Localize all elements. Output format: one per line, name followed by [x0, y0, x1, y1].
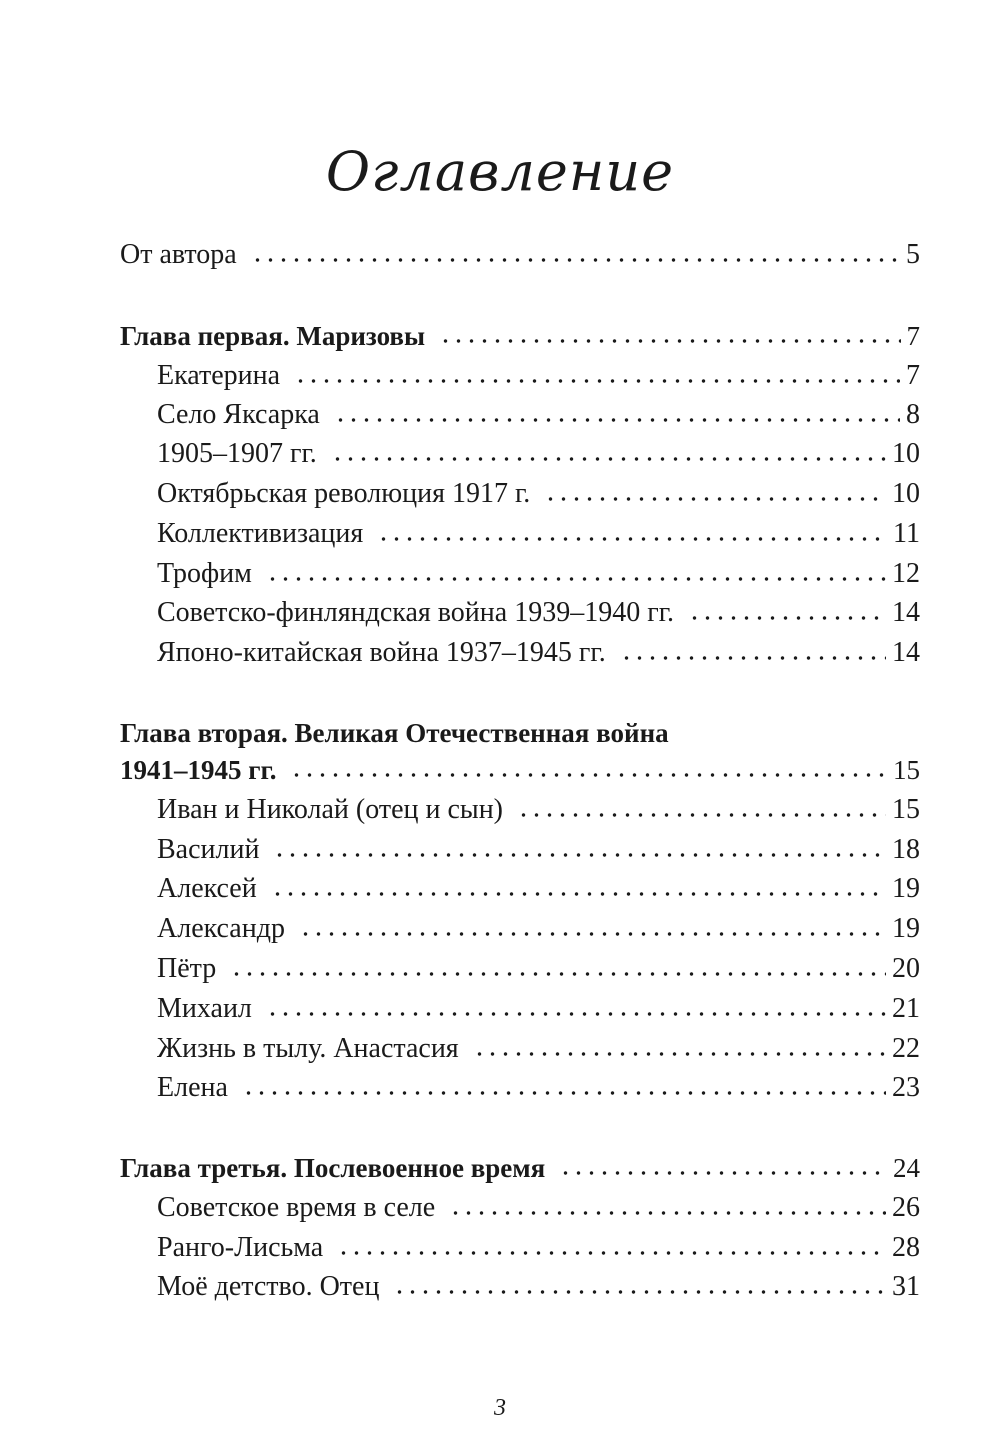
toc-entry-page: 19	[892, 873, 920, 904]
dot-leader	[299, 932, 886, 936]
dot-leader	[290, 773, 887, 777]
toc-entry-label: Александр	[157, 913, 285, 944]
toc-entry-label: Коллективизация	[157, 518, 364, 549]
toc-entry-page: 31	[892, 1271, 920, 1302]
toc-entry-label: Жизнь в тылу. Анастасия	[157, 1033, 459, 1064]
toc-entry	[157, 434, 920, 474]
toc-entry-label: Село Яксарка	[157, 399, 320, 430]
toc-entry-page: 24	[893, 1152, 920, 1183]
page-number: 3	[494, 1395, 506, 1421]
toc-entry-label: Советское время в селе	[157, 1192, 436, 1223]
toc-entry-page: 21	[892, 993, 920, 1024]
dot-leader	[544, 497, 886, 501]
toc-entry-page: 18	[892, 834, 920, 865]
toc-entry-label: От автора	[120, 239, 237, 270]
toc-entry-page: 20	[892, 953, 920, 984]
dot-leader	[377, 537, 887, 541]
toc-entry	[157, 1228, 920, 1268]
toc-entry-label: Пётр	[157, 953, 217, 984]
dot-leader	[271, 892, 886, 896]
toc-entry	[157, 869, 920, 909]
toc-entry-page: 26	[892, 1192, 920, 1223]
dot-leader	[688, 616, 886, 620]
toc-entry-page: 8	[906, 399, 920, 430]
toc-entry-page: 22	[892, 1033, 920, 1064]
dot-leader	[266, 577, 886, 581]
toc-entry-label: Михаил	[157, 993, 252, 1024]
toc-entry	[157, 989, 920, 1029]
toc-entry-label: Елена	[157, 1072, 228, 1103]
dot-leader	[273, 853, 886, 857]
toc-entry	[157, 514, 920, 554]
toc-entry	[157, 1188, 920, 1228]
dot-leader	[449, 1211, 886, 1215]
toc-entry-page: 7	[906, 320, 920, 351]
dot-leader	[242, 1091, 886, 1095]
toc-entry-label: Екатерина	[157, 360, 281, 391]
dot-leader	[334, 418, 900, 422]
toc-entry-label: Василий	[157, 834, 260, 865]
toc-chapter-2-title-line: Глава вторая. Великая Отечественная война	[120, 717, 669, 748]
toc-entry	[157, 790, 920, 830]
dot-leader	[331, 457, 886, 461]
toc-entry	[157, 395, 920, 435]
toc-entry	[157, 830, 920, 870]
dot-leader	[230, 972, 886, 976]
dot-leader	[393, 1290, 886, 1294]
toc-entry-label: Ранго-Лисьма	[157, 1232, 324, 1263]
toc-entry-page: 5	[906, 239, 920, 270]
dot-leader	[439, 339, 900, 343]
page-title: Оглавление	[325, 140, 675, 203]
toc-entry-page: 23	[892, 1072, 920, 1103]
dot-leader	[251, 258, 900, 262]
toc-entry-label: 1905–1907 гг.	[157, 438, 317, 469]
toc-entry-label: Японо-китайская война 1937–1945 гг.	[157, 637, 606, 668]
toc-entry-page: 11	[893, 518, 920, 549]
dot-leader	[559, 1171, 887, 1175]
toc-entry	[157, 554, 920, 594]
dot-leader	[517, 813, 886, 817]
toc-entry-page: 10	[892, 438, 920, 469]
toc-entry-page: 12	[892, 558, 920, 589]
dot-leader	[473, 1052, 886, 1056]
toc-entry	[157, 474, 920, 514]
dot-leader	[266, 1012, 886, 1016]
toc-entry	[157, 909, 920, 949]
dot-leader	[337, 1251, 886, 1255]
toc-entry-page: 28	[892, 1232, 920, 1263]
toc-entry	[157, 593, 920, 633]
toc-entry-label: Советско-финляндская война 1939–1940 гг.	[157, 597, 675, 628]
toc-entry-page: 15	[892, 794, 920, 825]
toc-entry	[157, 1068, 920, 1108]
toc-entry-label: Моё детство. Отец	[157, 1271, 380, 1302]
toc-chapter-label: Глава третья. Послевоенное время	[120, 1152, 546, 1183]
toc-entry-label: Алексей	[157, 873, 257, 904]
toc-entry-page: 15	[893, 754, 920, 785]
toc-entry	[157, 1029, 920, 1069]
toc-entry	[157, 949, 920, 989]
toc-chapter-1	[120, 316, 920, 356]
toc-chapter-3	[120, 1148, 920, 1188]
toc-entry	[157, 633, 920, 673]
dot-leader	[620, 656, 886, 660]
dot-leader	[294, 379, 900, 383]
toc-entry-page: 14	[892, 637, 920, 668]
toc-chapter-label: 1941–1945 гг.	[120, 754, 277, 785]
toc-chapter-2	[120, 750, 920, 790]
toc-chapter-label: Глава первая. Маризовы	[120, 320, 426, 351]
toc-entry-label: Трофим	[157, 558, 252, 589]
toc-entry-page: 10	[892, 478, 920, 509]
toc-entry-label: Иван и Николай (отец и сын)	[157, 794, 504, 825]
toc-entry-label: Октябрьская революция 1917 г.	[157, 478, 531, 509]
toc-entry	[157, 1267, 920, 1307]
toc-entry-page: 14	[892, 597, 920, 628]
toc-entry-from-author	[120, 235, 920, 275]
toc-entry	[157, 356, 920, 396]
toc-entry-page: 19	[892, 913, 920, 944]
toc-entry-page: 7	[906, 360, 920, 391]
